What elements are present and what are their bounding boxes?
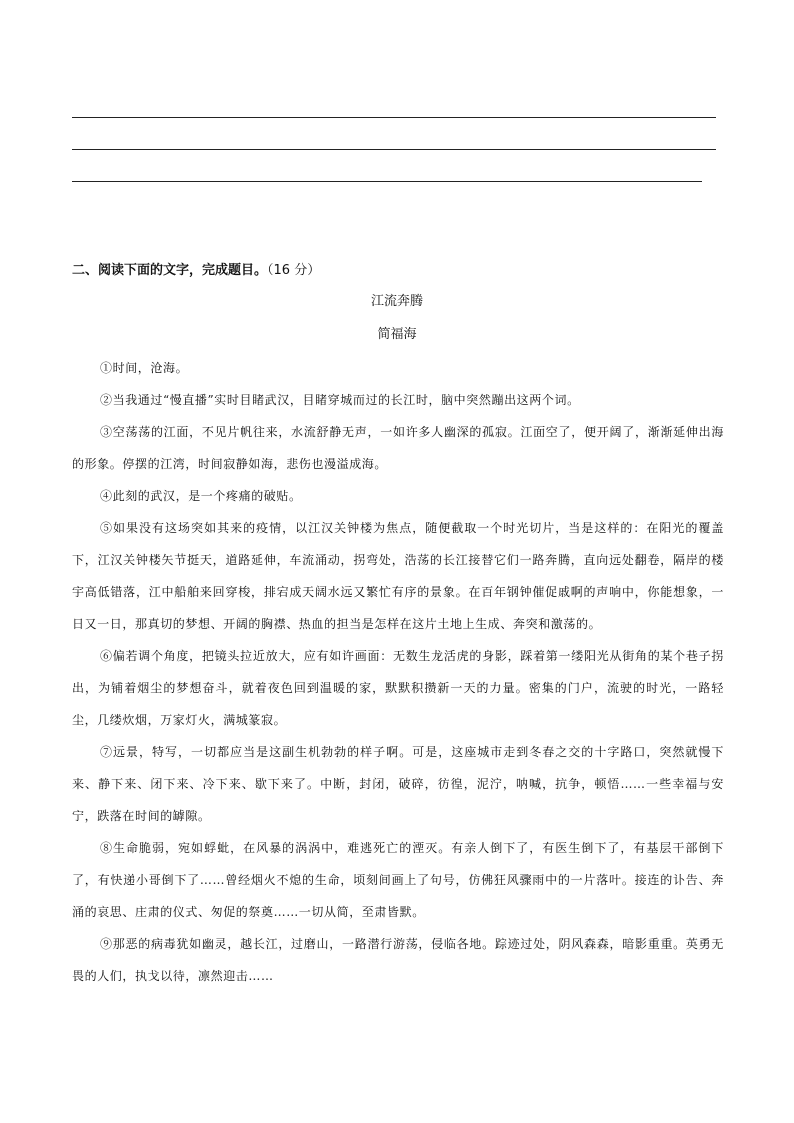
section-heading-text: 二、阅读下面的文字，完成题目。 bbox=[72, 263, 268, 278]
answer-line-3 bbox=[72, 181, 702, 182]
paragraph-5: ⑤如果没有这场突如其来的疫情，以江汉关钟楼为焦点，随便截取一个时光切片，当是这样的：在阳光的覆盖下，江汉关钟楼矢节挺天，道路延伸，车流涌动，拐弯处，浩荡的长江接替它们一路奔腾，直向远处翻卷，隔岸的楼宇高低错落，江中船舶来回穿梭，排宕成天阔水远又繁忙有序的景象。在百年钢钟催促戚啊的声响中，你能想象，一日又一日，那真切的梦想、开阔的胸襟、热血的担当是怎样在这片土地上生成、奔突和激荡的。 bbox=[72, 521, 724, 631]
article-title: 江流奔腾 bbox=[370, 294, 423, 309]
answer-line-2 bbox=[72, 149, 716, 150]
answer-line-1 bbox=[72, 117, 716, 118]
article-author: 简福海 bbox=[377, 327, 417, 342]
paragraph-8: ⑧生命脆弱，宛如蜉蚍，在风暴的涡涡中，难逃死亡的湮灭。有亲人倒下了，有医生倒下了，有基层干部倒下了，有快递小哥倒下了……曾经烟火不熄的生命，顷刻间画上了句号，仿佛狂风骤雨中的一片落叶。接连的讣告、奔涌的哀思、庄肃的仪式、匆促的祭奠……一切从简，至肃皆默。 bbox=[72, 841, 724, 919]
paragraph-1: ①时间，沧海。 bbox=[100, 361, 189, 375]
paragraph-4: ④此刻的武汉，是一个疼痛的破贴。 bbox=[100, 489, 302, 503]
paragraph-6: ⑥偏若调个角度，把镜头拉近放大，应有如许画面：无数生龙活虎的身影，踩着第一缕阳光从街角的某个巷子拐出，为铺着烟尘的梦想奋斗，就着夜色回到温暖的家，默默积攒新一天的力量。密集的门户，流驶的时光，一路轻尘，几缕炊烟，万家灯火，满城篆寂。 bbox=[72, 649, 724, 727]
paragraph-3: ③空荡荡的江面，不见片帆往来，水流舒静无声，一如许多人幽深的孤寂。江面空了，便开阔了，渐渐延伸出海的形象。停摆的江湾，时间寂静如海，悲伤也漫溢成海。 bbox=[72, 425, 724, 471]
article-body bbox=[72, 352, 724, 992]
paragraph-7: ⑦远景，特写，一切都应当是这副生机勃勃的样子啊。可是，这座城市走到冬春之交的十字路口，突然就慢下来、静下来、闭下来、冷下来、歇下来了。中断，封闭，破碎，彷徨，泥泞，呐喊，抗争，顿悟……一些幸福与安宁，跌落在时间的罅隙。 bbox=[72, 745, 724, 823]
paragraph-9: ⑨那恶的病毒犹如幽灵，越长江，过磨山，一路潜行游荡，侵临各地。踪迹过处，阴风森森，暗影重重。英勇无畏的人们，执戈以待，凛然迎击…… bbox=[72, 937, 724, 983]
section-score: （16 分） bbox=[267, 263, 321, 278]
paragraph-2: ②当我通过“慢直播”实时目睹武汉，目睹穿城而过的长江时，脑中突然蹦出这两个词。 bbox=[100, 393, 580, 407]
section-heading bbox=[72, 262, 320, 280]
